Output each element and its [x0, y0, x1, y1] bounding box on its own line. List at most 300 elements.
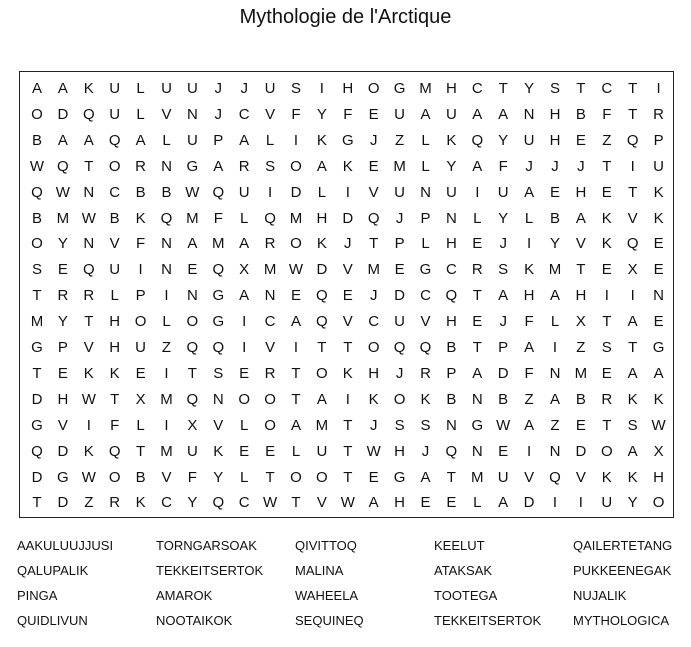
grid-letter: D: [57, 105, 69, 123]
grid-letter: I: [164, 287, 169, 305]
grid-letter: O: [238, 390, 251, 408]
grid-letter: A: [498, 105, 509, 123]
grid-letter: A: [420, 468, 431, 486]
grid-letter: J: [577, 157, 585, 175]
grid-letter: E: [57, 261, 68, 279]
grid-letter: L: [550, 313, 560, 331]
grid-letter: W: [29, 157, 45, 175]
grid-letter: E: [187, 261, 198, 279]
grid-letter: D: [394, 287, 406, 305]
grid-letter: I: [345, 390, 350, 408]
grid-letter: A: [57, 131, 68, 149]
grid-letter: B: [161, 183, 172, 201]
grid-letter: O: [108, 468, 121, 486]
word-item: WAHEELA: [295, 588, 359, 603]
grid-letter: E: [368, 468, 379, 486]
grid-letter: T: [136, 442, 146, 460]
grid-letter: A: [472, 364, 483, 382]
grid-letter: A: [524, 339, 535, 356]
grid-letter: M: [160, 442, 173, 460]
grid-letter: O: [652, 494, 665, 512]
grid-letter: G: [419, 261, 432, 279]
grid-letter: L: [240, 468, 249, 486]
grid-letter: E: [239, 364, 250, 382]
grid-letter: K: [524, 261, 535, 279]
grid-letter: S: [213, 364, 224, 382]
grid-letter: E: [342, 287, 353, 305]
grid-letter: J: [421, 442, 430, 460]
grid-letter: A: [498, 287, 509, 305]
grid-letter: N: [420, 183, 431, 201]
word-item: TORNGARSOAK: [156, 538, 257, 553]
grid-letter: O: [367, 339, 380, 356]
grid-letter: K: [342, 157, 353, 175]
grid-letter: U: [135, 339, 147, 356]
grid-letter: S: [627, 416, 638, 434]
grid-letter: U: [445, 105, 457, 123]
grid-letter: O: [31, 105, 43, 123]
grid-letter: T: [472, 339, 482, 356]
grid-letter: T: [343, 442, 353, 460]
grid-letter: R: [653, 105, 665, 123]
grid-letter: M: [548, 261, 562, 279]
grid-letter: Q: [212, 339, 225, 356]
grid-letter: V: [109, 235, 120, 253]
grid-letter: G: [471, 416, 484, 434]
grid-letter: M: [263, 261, 277, 279]
grid-letter: T: [446, 468, 456, 486]
grid-letter: K: [627, 468, 638, 486]
grid-letter: B: [135, 468, 146, 486]
grid-letter: A: [316, 390, 327, 408]
grid-letter: N: [161, 157, 172, 175]
grid-letter: K: [601, 209, 612, 227]
grid-letter: E: [239, 442, 250, 460]
grid-letter: U: [394, 313, 406, 331]
grid-letter: A: [31, 80, 42, 97]
grid-letter: N: [161, 235, 172, 253]
grid-letter: T: [602, 313, 612, 331]
grid-letter: H: [109, 339, 121, 356]
grid-letter: A: [83, 131, 94, 149]
grid-letter: O: [134, 313, 147, 331]
grid-letter: B: [31, 209, 42, 227]
grid-letter: N: [445, 209, 457, 227]
grid-letter: T: [110, 390, 120, 408]
grid-letter: G: [393, 468, 406, 486]
word-item: PUKKEENEGAK: [573, 563, 672, 578]
grid-letter: D: [342, 209, 354, 227]
grid-letter: H: [342, 80, 354, 97]
grid-letter: E: [575, 131, 586, 149]
word-item: TEKKEITSERTOK: [434, 613, 542, 628]
grid-letter: S: [31, 261, 42, 279]
grid-letter: X: [627, 261, 638, 279]
grid-letter: N: [523, 105, 535, 123]
grid-letter: D: [57, 494, 69, 512]
grid-letter: C: [238, 494, 250, 512]
grid-letter: U: [316, 442, 328, 460]
grid-letter: K: [653, 183, 664, 201]
grid-letter: V: [161, 105, 172, 123]
grid-letter: A: [627, 364, 638, 382]
grid-letter: L: [162, 313, 171, 331]
grid-letter: A: [498, 494, 509, 512]
grid-letter: O: [290, 468, 302, 486]
grid-letter: I: [86, 416, 91, 434]
grid-letter: L: [421, 157, 430, 175]
grid-letter: Y: [627, 494, 638, 512]
grid-letter: Q: [419, 339, 432, 356]
grid-letter: B: [575, 390, 586, 408]
grid-letter: N: [83, 235, 95, 253]
grid-letter: T: [343, 339, 353, 356]
grid-letter: T: [498, 80, 508, 97]
grid-letter: E: [57, 364, 68, 382]
grid-letter: Z: [395, 131, 405, 149]
grid-letter: K: [83, 442, 94, 460]
grid-letter: H: [445, 313, 457, 331]
grid-letter: M: [186, 209, 199, 227]
grid-letter: J: [395, 209, 404, 227]
grid-letter: A: [575, 209, 586, 227]
grid-letter: S: [394, 416, 405, 434]
grid-letter: N: [549, 442, 561, 460]
grid-letter: Y: [524, 80, 535, 97]
grid-letter: X: [575, 313, 586, 331]
grid-letter: L: [524, 209, 534, 227]
grid-letter: F: [524, 313, 534, 331]
grid-letter: D: [31, 390, 43, 408]
grid-letter: N: [186, 287, 198, 305]
grid-letter: T: [265, 468, 275, 486]
grid-letter: I: [242, 313, 247, 331]
grid-letter: I: [604, 287, 609, 305]
grid-letter: T: [628, 105, 638, 123]
grid-letter: D: [31, 468, 43, 486]
grid-letter: A: [524, 416, 535, 434]
grid-letter: L: [136, 105, 145, 123]
grid-letter: H: [445, 80, 457, 97]
grid-letter: A: [549, 390, 560, 408]
grid-letter: P: [653, 131, 664, 149]
word-item: TEKKEITSERTOK: [156, 563, 264, 578]
grid-letter: F: [602, 105, 612, 123]
grid-letter: Q: [471, 131, 484, 149]
grid-letter: L: [240, 416, 249, 434]
grid-letter: K: [213, 442, 224, 460]
grid-letter: I: [319, 80, 324, 97]
grid-letter: J: [395, 364, 404, 382]
grid-letter: B: [446, 390, 457, 408]
grid-letter: I: [293, 131, 299, 149]
grid-letter: K: [342, 364, 353, 382]
grid-letter: I: [268, 183, 273, 201]
grid-letter: E: [472, 235, 483, 253]
grid-letter: T: [32, 364, 42, 382]
grid-letter: O: [600, 442, 613, 460]
grid-letter: U: [653, 157, 665, 175]
grid-letter: J: [214, 80, 223, 97]
grid-letter: T: [317, 339, 327, 356]
grid-letter: Z: [524, 390, 534, 408]
grid-letter: G: [212, 313, 225, 331]
grid-letter: E: [575, 416, 586, 434]
grid-letter: T: [628, 183, 638, 201]
grid-letter: W: [651, 416, 666, 434]
grid-letter: V: [627, 209, 638, 227]
grid-letter: H: [549, 105, 561, 123]
grid-letter: G: [186, 157, 199, 175]
grid-letter: T: [576, 80, 586, 97]
grid-letter: R: [264, 235, 276, 253]
word-item: NUJALIK: [573, 588, 627, 603]
grid-letter: W: [55, 183, 70, 201]
grid-letter: M: [471, 468, 484, 486]
grid-letter: Q: [445, 287, 458, 305]
grid-letter: Q: [82, 261, 95, 279]
grid-letter: B: [31, 131, 42, 149]
word-item: SEQUINEQ: [295, 613, 364, 628]
grid-letter: L: [473, 209, 482, 227]
grid-letter: Z: [84, 494, 94, 512]
grid-letter: C: [420, 287, 431, 305]
grid-letter: L: [162, 131, 171, 149]
grid-letter: J: [525, 157, 533, 175]
grid-letter: O: [31, 235, 43, 253]
grid-letter: R: [264, 364, 276, 382]
grid-letter: T: [472, 287, 482, 305]
grid-letter: F: [136, 235, 146, 253]
grid-letter: Z: [550, 416, 560, 434]
grid-letter: A: [57, 80, 68, 97]
grid-letter: V: [265, 339, 276, 356]
grid-letter: U: [186, 80, 198, 97]
grid-letter: T: [602, 416, 612, 434]
grid-letter: E: [601, 261, 612, 279]
grid-letter: A: [187, 235, 198, 253]
grid-letter: Q: [316, 313, 328, 331]
grid-letter: F: [343, 105, 353, 123]
grid-letter: U: [186, 442, 198, 460]
grid-letter: J: [551, 157, 559, 175]
grid-letter: W: [81, 209, 96, 227]
grid-letter: D: [290, 183, 302, 201]
grid-letter: M: [315, 416, 329, 434]
grid-letter: T: [628, 80, 638, 97]
grid-letter: H: [394, 494, 406, 512]
grid-letter: T: [84, 157, 94, 175]
grid-letter: U: [497, 468, 509, 486]
grid-letter: V: [575, 468, 586, 486]
grid-letter: P: [213, 131, 224, 149]
grid-letter: A: [368, 494, 379, 512]
grid-letter: T: [576, 261, 586, 279]
grid-letter: A: [135, 131, 146, 149]
grid-letter: H: [575, 287, 587, 305]
grid-letter: P: [446, 364, 457, 382]
grid-letter: A: [472, 157, 483, 175]
grid-letter: W: [185, 183, 200, 201]
grid-letter: K: [627, 390, 638, 408]
grid-letter: I: [552, 339, 558, 356]
grid-letter: S: [420, 416, 431, 434]
word-item: TOOTEGA: [434, 588, 498, 603]
grid-letter: T: [291, 390, 301, 408]
grid-letter: J: [499, 235, 507, 253]
grid-letter: W: [366, 442, 381, 460]
grid-letter: V: [342, 313, 353, 331]
grid-letter: U: [264, 80, 276, 97]
grid-letter: Q: [57, 157, 69, 175]
grid-letter: A: [290, 313, 301, 331]
grid-letter: N: [186, 105, 198, 123]
grid-letter: E: [135, 364, 146, 382]
grid-letter: E: [601, 364, 612, 382]
grid-letter: W: [263, 494, 278, 512]
grid-letter: C: [601, 80, 613, 97]
grid-letter: V: [575, 235, 586, 253]
grid-letter: W: [288, 261, 304, 279]
grid-letter: H: [445, 235, 457, 253]
grid-letter: X: [239, 261, 250, 279]
grid-letter: R: [57, 287, 69, 305]
grid-letter: E: [368, 105, 379, 123]
grid-letter: F: [498, 157, 508, 175]
word-item: AAKULUUJJUSI: [17, 538, 114, 553]
grid-letter: G: [341, 131, 354, 149]
grid-letter: N: [83, 183, 95, 201]
grid-letter: Q: [367, 209, 380, 227]
grid-letter: R: [109, 494, 121, 512]
grid-letter: Y: [57, 313, 68, 331]
grid-letter: H: [109, 313, 121, 331]
grid-letter: A: [420, 105, 431, 123]
grid-letter: C: [264, 313, 276, 331]
grid-letter: K: [420, 390, 431, 408]
grid-letter: G: [393, 80, 406, 97]
grid-letter: C: [109, 183, 121, 201]
grid-letter: K: [135, 209, 146, 227]
grid-letter: E: [368, 157, 379, 175]
grid-letter: D: [575, 442, 587, 460]
grid-letter: H: [523, 287, 535, 305]
grid-letter: Z: [602, 131, 612, 149]
grid-letter: L: [136, 80, 145, 97]
grid-letter: P: [135, 287, 146, 305]
grid-letter: O: [264, 416, 276, 434]
grid-letter: Z: [576, 339, 586, 356]
grid-letter: O: [290, 235, 302, 253]
grid-letter: O: [186, 313, 199, 331]
grid-letter: L: [240, 209, 249, 227]
grid-letter: K: [316, 235, 327, 253]
grid-letter: S: [498, 261, 509, 279]
grid-letter: K: [446, 131, 457, 149]
grid-letter: Y: [549, 235, 560, 253]
grid-letter: F: [110, 416, 120, 434]
grid-letter: Y: [498, 209, 509, 227]
grid-letter: Y: [57, 235, 68, 253]
grid-letter: L: [473, 494, 482, 512]
word-item: QAILERTETANG: [573, 538, 673, 553]
grid-letter: D: [497, 364, 509, 382]
grid-letter: G: [31, 416, 43, 434]
grid-letter: W: [496, 416, 511, 434]
grid-letter: V: [420, 313, 431, 331]
grid-letter: V: [524, 468, 535, 486]
grid-letter: I: [630, 287, 635, 305]
word-item: MYTHOLOGICA: [573, 613, 670, 628]
grid-letter: E: [394, 261, 405, 279]
grid-letter: O: [264, 390, 276, 408]
grid-letter: I: [345, 183, 350, 201]
grid-letter: B: [575, 105, 586, 123]
grid-letter: Q: [186, 390, 199, 408]
grid-letter: Q: [82, 105, 95, 123]
grid-letter: O: [316, 364, 328, 382]
grid-letter: Q: [186, 339, 199, 356]
grid-letter: Y: [213, 468, 224, 486]
grid-letter: J: [369, 416, 378, 434]
grid-letter: J: [369, 131, 378, 149]
word-item: MALINA: [295, 563, 344, 578]
grid-letter: B: [549, 209, 560, 227]
grid-letter: C: [368, 313, 380, 331]
grid-letter: Q: [264, 209, 276, 227]
grid-letter: U: [109, 261, 121, 279]
grid-letter: Q: [212, 494, 225, 512]
grid-letter: S: [265, 157, 276, 175]
grid-letter: Y: [187, 494, 198, 512]
grid-letter: J: [344, 235, 352, 253]
grid-letter: I: [552, 494, 558, 512]
grid-letter: K: [135, 494, 146, 512]
grid-letter: U: [238, 183, 250, 201]
grid-letter: K: [653, 209, 664, 227]
page-title: Mythologie de l'Arctique: [239, 6, 452, 28]
grid-letter: A: [627, 442, 638, 460]
grid-letter: N: [653, 287, 665, 305]
grid-letter: K: [601, 468, 612, 486]
grid-letter: T: [343, 468, 353, 486]
grid-letter: F: [524, 364, 534, 382]
grid-letter: S: [549, 80, 560, 97]
grid-letter: M: [574, 364, 588, 382]
grid-letter: N: [264, 287, 276, 305]
grid-letter: U: [109, 105, 121, 123]
grid-letter: Q: [212, 261, 225, 279]
grid-letter: E: [498, 442, 509, 460]
grid-letter: B: [109, 209, 120, 227]
grid-letter: V: [161, 468, 172, 486]
grid-letter: Z: [161, 339, 172, 356]
letter-grid: [19, 71, 674, 518]
grid-letter: E: [472, 313, 483, 331]
word-item: ATAKSAK: [434, 563, 493, 578]
grid-letter: I: [138, 261, 143, 279]
grid-letter: P: [57, 339, 68, 356]
grid-letter: X: [653, 442, 664, 460]
grid-letter: B: [135, 183, 146, 201]
grid-letter: D: [523, 494, 535, 512]
grid-letter: R: [420, 364, 431, 382]
grid-letter: H: [316, 209, 328, 227]
grid-letter: Q: [626, 131, 639, 149]
grid-letter: T: [84, 313, 94, 331]
word-item: KEELUT: [434, 538, 485, 553]
grid-letter: E: [446, 494, 457, 512]
